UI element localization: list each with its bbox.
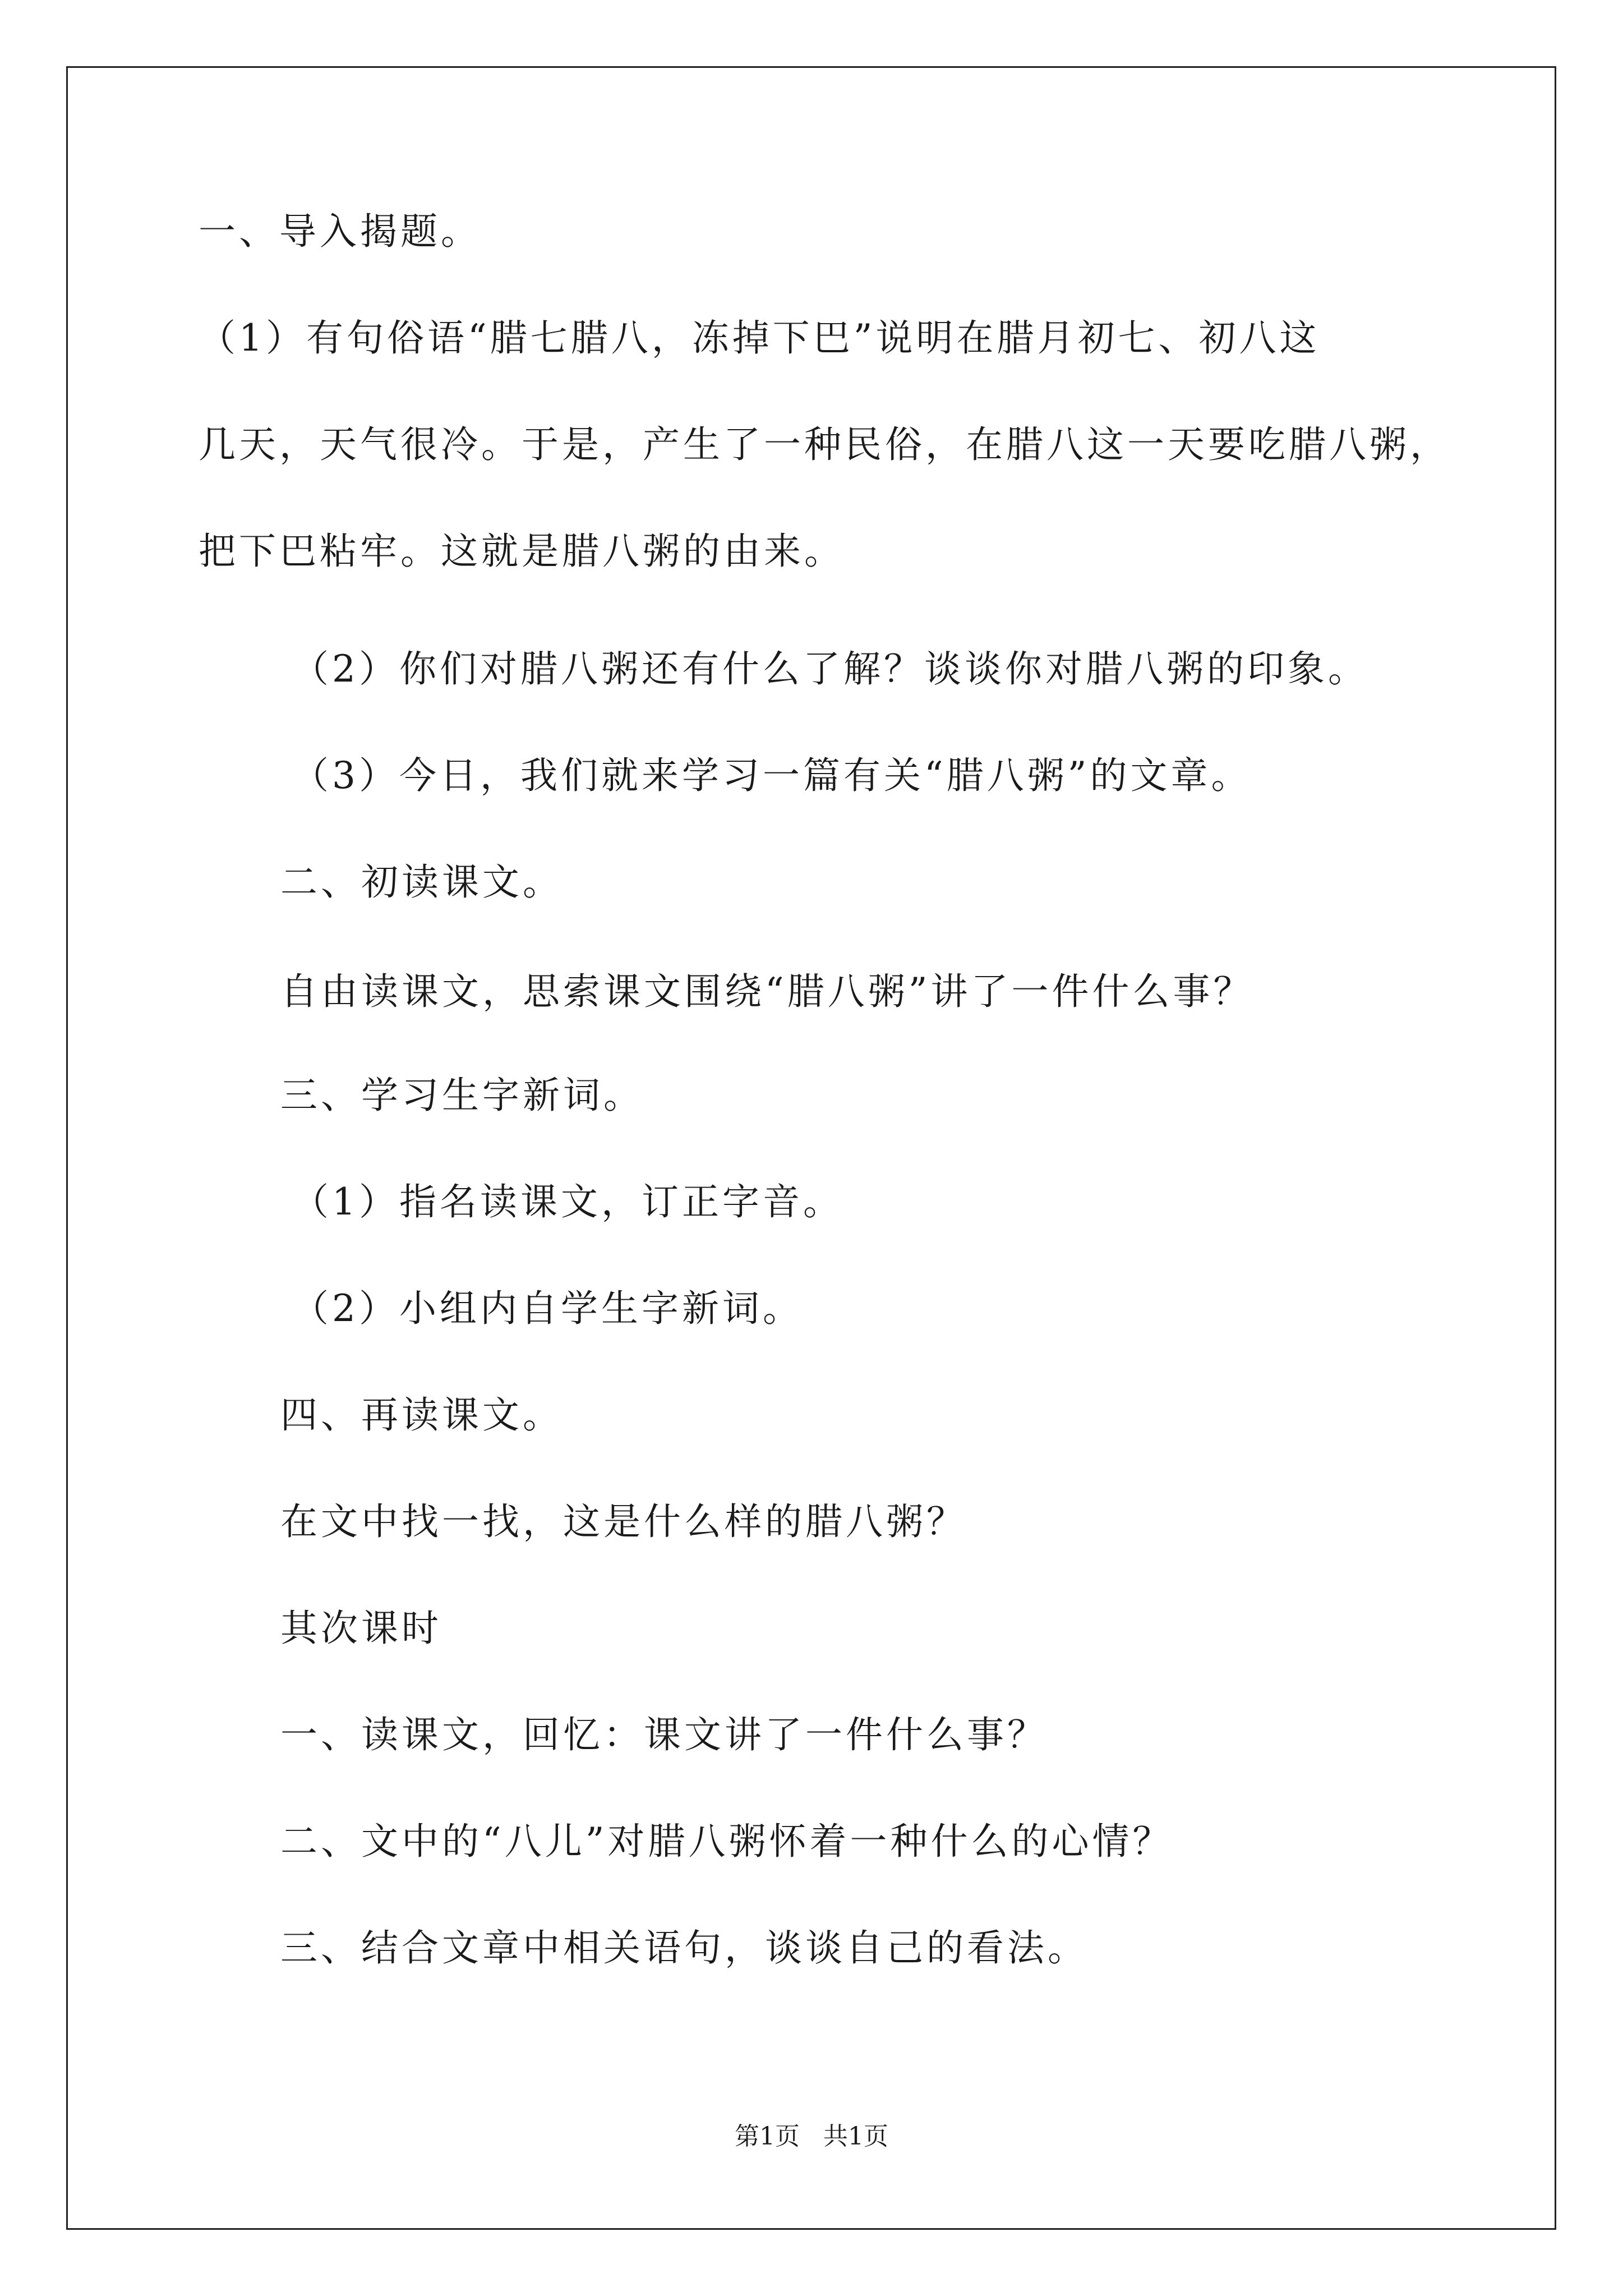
paragraph-find: 在文中找一找，这是什么样的腊八粥？ [280,1500,967,1543]
heading-new-words: 三、学习生字新词。 [280,1074,644,1117]
paragraph-item-2: （2）你们对腊八粥还有什么了解？谈谈你对腊八粥的印象。 [292,647,1368,691]
paragraph-opinion: 三、结合文章中相关语句，谈谈自己的看法。 [280,1926,1088,1970]
page-number-current: 第1页 [735,2122,800,2151]
paragraph-item-3: （3）今日，我们就来学习一篇有关“腊八粥”的文章。 [292,754,1252,797]
heading-first-read: 二、初读课文。 [280,861,563,904]
paragraph-recall: 一、读课文，回忆：课文讲了一件什么事？ [280,1713,1048,1756]
heading-intro: 一、导入揭题。 [199,210,481,253]
paragraph-line-1: （1）有句俗语“腊七腊八，冻掉下巴”说明在腊月初七、初八这 [199,316,1320,360]
paragraph-free-read: 自由读课文，思索课文围绕“腊八粥”讲了一件什么事？ [280,970,1254,1013]
paragraph-feelings: 二、文中的“八儿”对腊八粥怀着一种什么的心情？ [280,1820,1173,1863]
paragraph-line-2: 几天，天气很冷。于是，产生了一种民俗，在腊八这一天要吃腊八粥， [199,423,1450,466]
page-border [66,66,1556,2230]
paragraph-line-3: 把下巴粘牢。这就是腊八粥的由来。 [199,530,845,573]
heading-second-lesson: 其次课时 [280,1607,442,1650]
heading-reread: 四、再读课文。 [280,1393,563,1437]
page-number-total: 共1页 [823,2122,888,2151]
paragraph-item-2b: （2）小组内自学生字新词。 [292,1287,803,1330]
paragraph-item-1b: （1）指名读课文，订正字音。 [292,1180,843,1223]
page-footer [0,2124,1623,2149]
